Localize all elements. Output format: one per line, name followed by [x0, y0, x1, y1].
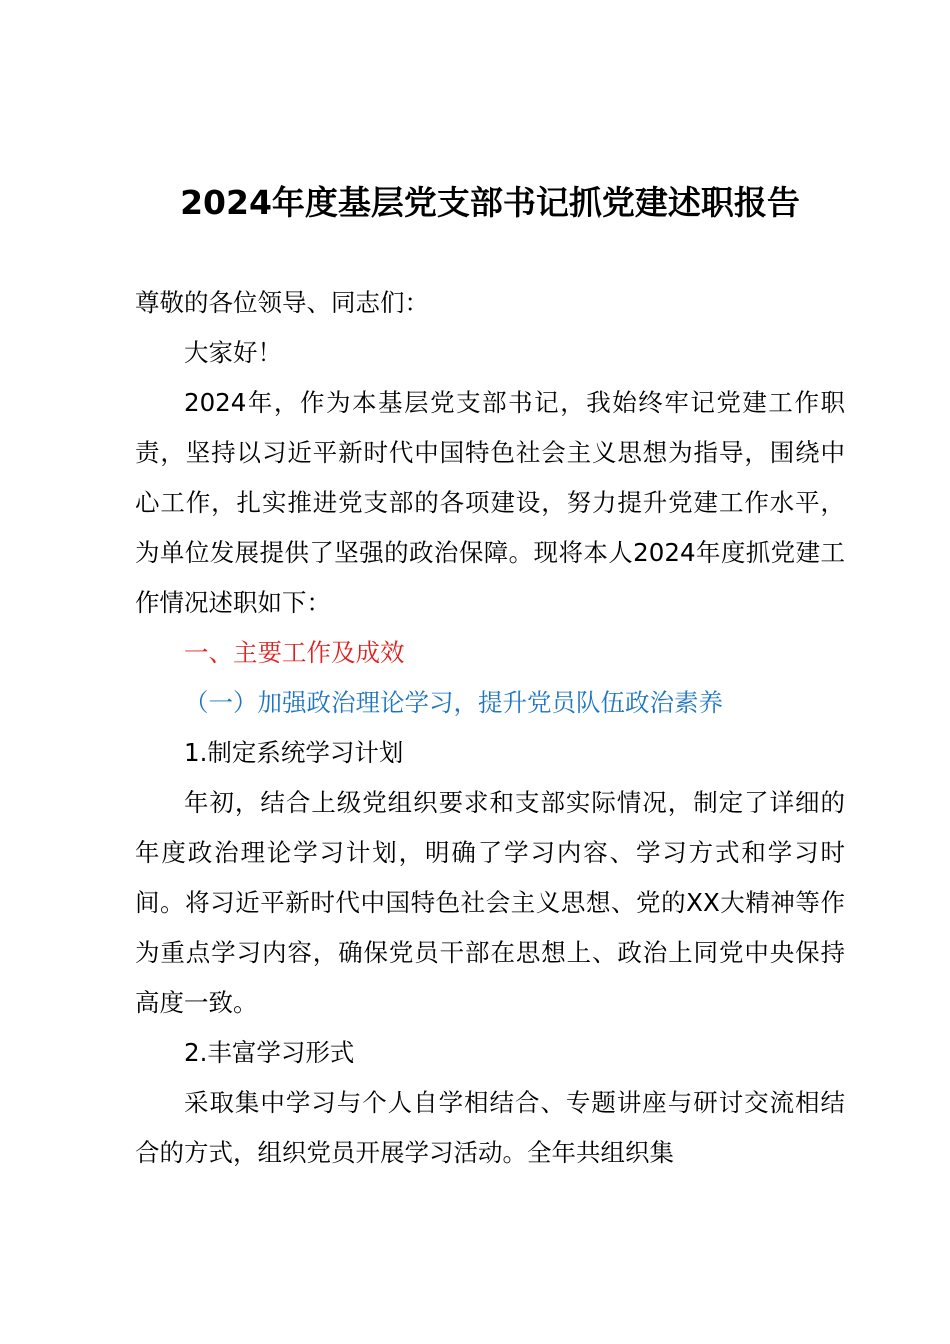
document-title: 2024年度基层党支部书记抓党建述职报告 [180, 183, 800, 222]
salutation: 尊敬的各位领导、同志们： [135, 288, 429, 317]
section-heading: 一、主要工作及成效 [184, 638, 405, 667]
subsection-heading: （一）加强政治理论学习，提升党员队伍政治素养 [184, 688, 723, 717]
item-heading-2: 2.丰富学习形式 [184, 1038, 355, 1067]
item-paragraph-2: 采取集中学习与个人自学相结合、专题讲座与研讨交流相结合的方式，组织党员开展学习活动。全年共组织集 [135, 1088, 845, 1167]
greeting: 大家好！ [184, 338, 282, 367]
item-heading-1: 1.制定系统学习计划 [184, 738, 404, 767]
item-paragraph-1: 年初，结合上级党组织要求和支部实际情况，制定了详细的年度政治理论学习计划，明确了学习内容、学习方式和学习时间。将习近平新时代中国特色社会主义思想、党的XX大精神等作为重点学习内容，确保党员干部在思想上、政治上同党中央保持高度一致。 [135, 788, 845, 1017]
document-content [135, 178, 845, 1178]
intro-paragraph: 2024年，作为本基层党支部书记，我始终牢记党建工作职责，坚持以习近平新时代中国特色社会主义思想为指导，围绕中心工作，扎实推进党支部的各项建设，努力提升党建工作水平，为单位发展提供了坚强的政治保障。现将本人2024年度抓党建工作情况述职如下： [135, 388, 845, 617]
